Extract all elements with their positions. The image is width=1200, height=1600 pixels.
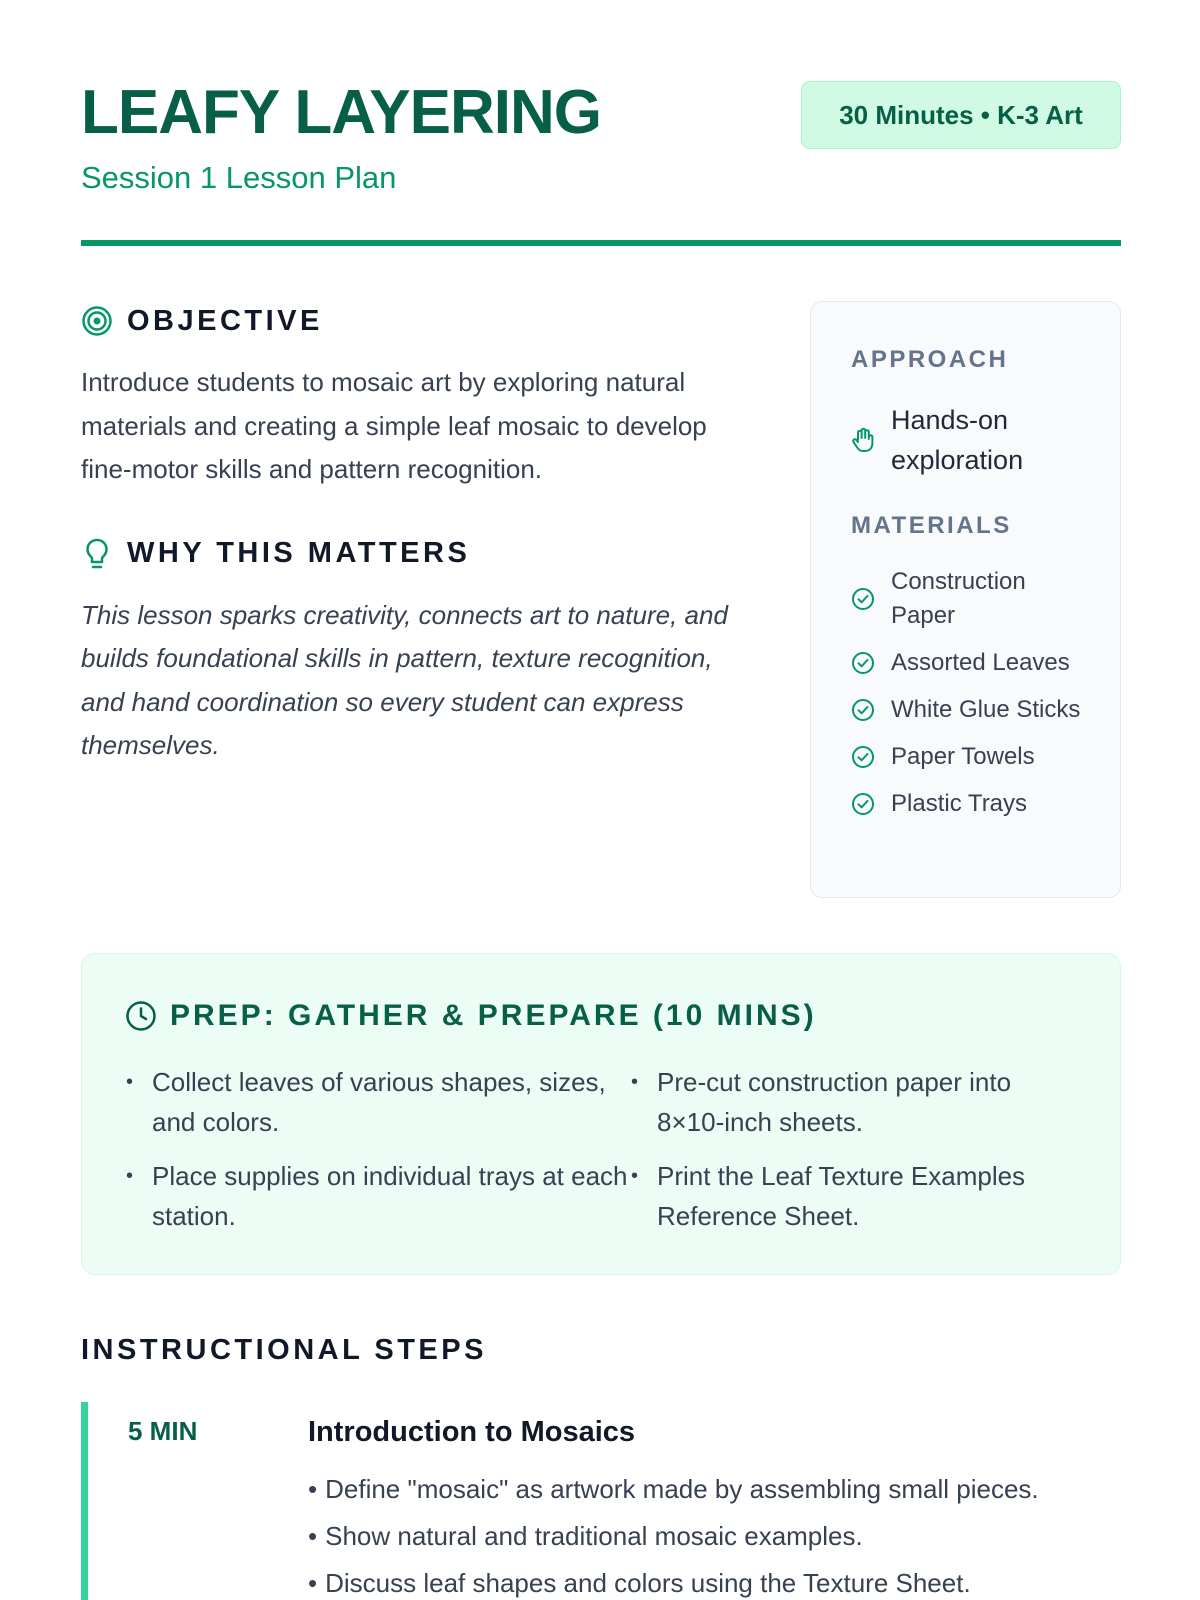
material-item [851,646,1091,680]
material-text: Construction Paper [891,568,1026,629]
materials-label: MATERIALS [851,512,1012,539]
prep-item [629,1062,1084,1142]
step-bullet [308,1513,1039,1560]
bullet-icon: • [631,1165,639,1187]
page-title: LEAFY LAYERING [81,78,601,147]
clock-icon [124,999,158,1033]
check-circle-icon [851,791,877,817]
header-divider [81,240,1121,246]
bullet-icon: • [126,1071,134,1093]
bullet-icon: • [631,1071,639,1093]
step-bullet-list [308,1466,1039,1600]
hand-icon [851,427,875,453]
check-circle-icon [851,697,877,723]
step-bullet [308,1560,1039,1600]
objective-label: OBJECTIVE [127,304,323,337]
objective-heading [81,303,751,339]
approach-label: APPROACH [851,346,1009,373]
prep-item [124,1062,629,1142]
why-heading [81,536,751,572]
bullet-icon: • [308,1521,318,1551]
step-bullet-text: Show natural and traditional mosaic examples. [325,1521,863,1551]
why-label: WHY THIS MATTERS [127,537,471,569]
main-content [81,303,751,768]
page-subtitle: Session 1 Lesson Plan [81,160,397,195]
step-card [81,1402,1121,1600]
duration-grade-badge: 30 Minutes • K-3 Art [801,81,1121,149]
prep-heading [124,999,817,1033]
why-text: This lesson sparks creativity, connects art to nature, and builds foundational skills in pattern, texture recognition, and hand coordination so every student can express themselves. [81,599,728,760]
bullet-icon: • [308,1568,318,1598]
step-duration: 5 MIN [128,1416,198,1446]
prep-panel [81,953,1121,1275]
step-bullet-text: Discuss leaf shapes and colors using the Texture Sheet. [325,1568,971,1598]
material-item [851,787,1091,821]
sidebar-panel [810,301,1121,898]
bullet-icon: • [126,1165,134,1187]
material-text: Plastic Trays [891,790,1028,817]
step-bullet [308,1466,1039,1513]
prep-item [629,1156,1084,1236]
material-text: White Glue Sticks [891,696,1081,723]
prep-item [124,1156,629,1236]
prep-item-text: Collect leaves of various shapes, sizes, and colors. [152,1067,606,1137]
check-circle-icon [851,586,877,612]
material-text: Paper Towels [891,743,1035,770]
approach-text: Hands-on exploration [891,405,1024,475]
material-text: Assorted Leaves [891,649,1070,676]
header [81,80,1121,250]
material-item [851,693,1091,727]
materials-list [851,565,1091,834]
material-item [851,565,1091,633]
target-icon [81,305,113,337]
step-title: Introduction to Mosaics [308,1416,636,1448]
prep-item-text: Pre-cut construction paper into 8×10-inch sheets. [657,1067,1012,1137]
prep-list [124,1062,1084,1236]
lightbulb-icon [81,538,113,570]
approach-item [851,400,1091,480]
prep-item-text: Print the Leaf Texture Examples Reference Sheet. [657,1161,1026,1231]
prep-item-text: Place supplies on individual trays at each station. [152,1161,628,1231]
step-bullet-text: Define "mosaic" as artwork made by assembling small pieces. [325,1474,1039,1504]
material-item [851,740,1091,774]
prep-label: PREP: GATHER & PREPARE (10 MINS) [170,999,817,1032]
check-circle-icon [851,650,877,676]
check-circle-icon [851,744,877,770]
steps-heading: INSTRUCTIONAL STEPS [81,1334,487,1366]
objective-text: Introduce students to mosaic art by exploring natural materials and creating a simple leaf mosaic to develop fine-motor skills and pattern recognition. [81,367,707,484]
bullet-icon: • [308,1474,318,1504]
